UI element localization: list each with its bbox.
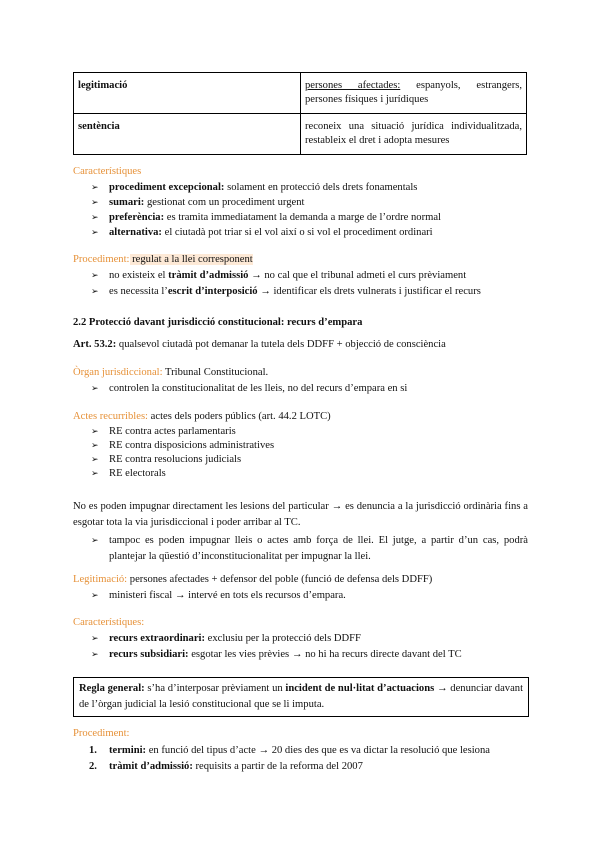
paragraph-section bbox=[73, 499, 528, 565]
item-term: tràmit d’admissió: bbox=[109, 761, 193, 772]
item-term: recurs extraordinari: bbox=[109, 633, 206, 644]
value-text: reconeix una situació jurídica individualitzada, restableix el dret i adopta mesures bbox=[305, 121, 522, 146]
numbered-list bbox=[73, 744, 528, 774]
item-term: tràmit d’admissió bbox=[168, 270, 249, 281]
procedure-line bbox=[73, 253, 528, 267]
info-table bbox=[73, 72, 527, 155]
list-item bbox=[73, 226, 528, 240]
rule-text: s’ha d’interposar prèviament un bbox=[144, 683, 286, 694]
item-text: el ciutadà pot triar si el vol així o si vol el procediment ordinari bbox=[161, 227, 433, 238]
item-text: en funció del tipus d’acte → 20 dies des que es va dictar la resolució que lesiona bbox=[146, 745, 490, 756]
section-heading: Legitimació: bbox=[73, 574, 128, 585]
item-term: recurs subsidiari: bbox=[109, 649, 189, 660]
acts-line bbox=[73, 410, 528, 424]
item-text: gestionat com un procediment urgent bbox=[144, 197, 305, 208]
item-number: 1. bbox=[89, 745, 97, 756]
section-heading: Característiques bbox=[73, 166, 142, 177]
bullet-list bbox=[73, 632, 528, 662]
legitimation-text: persones afectades + defensor del poble (funció de defensa dels DDFF) bbox=[127, 574, 433, 585]
article-text: qualsevol ciutadà pot demanar la tutela dels DDFF + objecció de consciència bbox=[116, 339, 446, 350]
section-heading: Procediment: bbox=[73, 728, 130, 739]
table-cell-key: legitimació bbox=[74, 73, 301, 114]
organ-text: Tribunal Constitucional. bbox=[162, 367, 269, 378]
item-text: exclusiu per la protecció dels DDFF bbox=[205, 633, 361, 644]
acts-text: actes dels poders públics (art. 44.2 LOTC) bbox=[148, 411, 331, 422]
characteristics-section bbox=[73, 165, 528, 240]
list-item bbox=[73, 181, 528, 195]
list-item bbox=[73, 285, 528, 299]
item-term: alternativa: bbox=[109, 227, 162, 238]
list-item bbox=[73, 744, 528, 758]
bullet-list bbox=[73, 181, 528, 240]
item-term: sumari: bbox=[109, 197, 145, 208]
table-row bbox=[74, 114, 527, 155]
list-item: ➢ RE contra resolucions judicials bbox=[73, 453, 528, 467]
item-text: → identificar els drets vulnerats i justificar el recurs bbox=[257, 286, 481, 297]
list-item bbox=[73, 211, 528, 225]
list-item bbox=[73, 648, 528, 662]
item-term: procediment excepcional: bbox=[109, 182, 225, 193]
table-cell-value bbox=[301, 114, 527, 155]
section-heading: Procediment: bbox=[73, 254, 130, 265]
bullet-list bbox=[73, 382, 528, 396]
organ-section bbox=[73, 366, 528, 396]
general-rule-box bbox=[73, 677, 529, 717]
bullet-list bbox=[73, 269, 528, 299]
item-text: esgotar les vies prèvies → no hi ha recurs directe davant del TC bbox=[188, 649, 462, 660]
procedure-section bbox=[73, 253, 528, 299]
list-item: ➢ RE contra disposicions administratives bbox=[73, 439, 528, 453]
list-item: ➢ ministeri fiscal → intervé en tots els recursos d’empara. bbox=[73, 589, 528, 603]
section-heading: Actes recurribles: bbox=[73, 411, 149, 422]
item-number: 2. bbox=[89, 761, 97, 772]
article-line bbox=[73, 338, 528, 352]
list-item: ➢ tampoc es poden impugnar lleis o actes amb força de llei. El jutge, a partir d’un cas, podrà plantejar la qüestió d’inconstitucionalitat per impugnar la llei. bbox=[73, 533, 528, 565]
section-heading: Òrgan jurisdiccional: bbox=[73, 367, 163, 378]
rule-text-2: → denunciar davant de l’òrgan judicial la lesió constitucional que se li imputa. bbox=[79, 683, 524, 710]
list-item: ➢ RE contra actes parlamentaris bbox=[73, 425, 528, 439]
bullet-list bbox=[73, 425, 528, 481]
underlined-term: persones afectades: bbox=[305, 80, 401, 91]
procedure-section-2 bbox=[73, 727, 528, 774]
list-item: ➢ RE electorals bbox=[73, 467, 528, 481]
list-item bbox=[73, 760, 528, 774]
section-title: 2.2 Protecció davant jurisdicció constitucional: recurs d’empara bbox=[73, 317, 363, 328]
item-text: es necessita l’ bbox=[109, 286, 168, 297]
acts-section bbox=[73, 410, 528, 481]
item-text: → no cal que el tribunal admeti el curs prèviament bbox=[248, 270, 467, 281]
item-text: solament en protecció dels drets fonamentals bbox=[224, 182, 418, 193]
item-text: no existeix el bbox=[109, 270, 169, 281]
item-text: es tramita immediatament la demanda a marge de l’ordre normal bbox=[164, 212, 442, 223]
table-row bbox=[74, 73, 527, 114]
legitimation-line bbox=[73, 573, 528, 587]
list-item bbox=[73, 196, 528, 210]
rule-term: incident de nul·litat d’actuacions bbox=[285, 683, 435, 694]
rule-label: Regla general: bbox=[79, 683, 145, 694]
item-term: termini: bbox=[109, 745, 147, 756]
table-cell-key: sentència bbox=[74, 114, 301, 155]
item-term: preferència: bbox=[109, 212, 165, 223]
bullet-list bbox=[73, 589, 528, 603]
highlighted-text: regulat a la llei corresponent bbox=[129, 254, 253, 265]
list-item: ➢ controlen la constitucionalitat de les lleis, no del recurs d’empara en si bbox=[73, 382, 528, 396]
characteristics-section-2 bbox=[73, 616, 528, 662]
item-text: requisits a partir de la reforma del 2007 bbox=[192, 761, 363, 772]
table-cell-value bbox=[301, 73, 527, 114]
section-heading: Característiques: bbox=[73, 617, 145, 628]
organ-line bbox=[73, 366, 528, 380]
value-text: espanyols, estrangers, persones físiques i jurídiques bbox=[305, 80, 522, 105]
list-item bbox=[73, 269, 528, 283]
article-ref: Art. 53.2: bbox=[73, 339, 117, 350]
item-term: escrit d’interposició bbox=[167, 286, 258, 297]
paragraph-text: No es poden impugnar directament les lesions del particular → es denuncia a la jurisdicció ordinària fins a esgotar tota la via jurisdiccional i poder arribar al TC. bbox=[73, 501, 528, 528]
bullet-list bbox=[73, 533, 528, 565]
legitimation-section bbox=[73, 573, 528, 603]
list-item bbox=[73, 632, 528, 646]
